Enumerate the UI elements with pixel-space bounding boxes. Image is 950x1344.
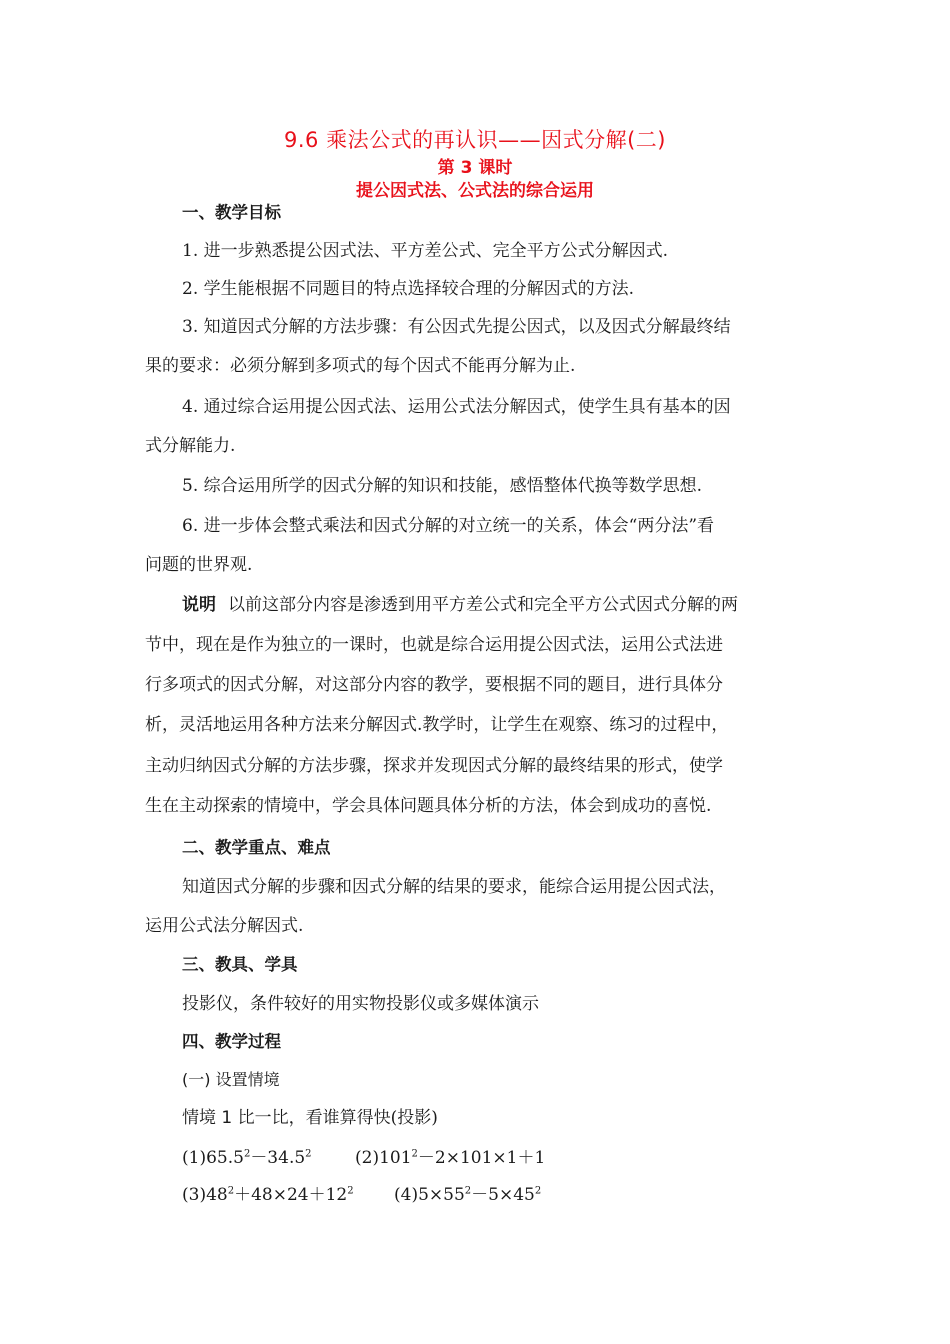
problem-2-base: (2)101 [355,1148,412,1168]
objective-line: 6. 进一步体会整式乘法和因式分解的对立统一的关系，体会“两分法”看 [182,516,715,536]
objective-line: 5. 综合运用所学的因式分解的知识和技能，感悟整体代换等数学思想. [182,476,703,496]
note-line: 析，灵活地运用各种方法来分解因式.教学时，让学生在观察、练习的过程中， [145,715,729,735]
problem-1-rest: －34.5 [250,1148,306,1168]
section-heading-teaching-process: 四、教学过程 [182,1032,281,1051]
exponent: 2 [227,1185,235,1197]
problem-4-base: (4)5×55 [394,1185,465,1205]
note-line: 生在主动探索的情境中，学会具体问题具体分析的方法，体会到成功的喜悦. [145,796,712,816]
problem-2-rest: －2×101×1＋1 [417,1148,546,1168]
situation-line [182,1106,438,1130]
document-title: 9.6 乘法公式的再认识——因式分解(二) [284,128,666,152]
problem-4 [394,1183,541,1207]
problem-4-rest: －5×45 [471,1185,535,1205]
document-subtitle: 提公因式法、公式法的综合运用 [356,181,594,201]
objective-line: 3. 知道因式分解的方法步骤：有公因式先提公因式，以及因式分解最终结 [182,317,731,337]
problem-1 [182,1146,312,1170]
section-heading-teaching-aids: 三、教具、学具 [182,955,298,974]
objective-line: 4. 通过综合运用提公因式法、运用公式法分解因式，使学生具有基本的因 [182,397,731,417]
exponent: 2 [347,1185,354,1197]
section-heading-objectives: 一、教学目标 [182,203,281,222]
exponent: 2 [411,1148,418,1160]
exponent: 2 [305,1148,312,1160]
objective-line: 果的要求：必须分解到多项式的每个因式不能再分解为止. [145,356,576,376]
situation-text: 比一比，看谁算得快(投影) [232,1108,438,1128]
situation-label: 情境 1 [182,1108,233,1128]
exponent: 2 [243,1148,251,1160]
problem-3-rest: ＋48×24＋12 [234,1185,348,1205]
note-line: 节中，现在是作为独立的一课时，也就是综合运用提公因式法，运用公式法进 [145,635,723,655]
exponent: 2 [464,1185,472,1197]
objective-line: 式分解能力. [145,436,236,456]
note-line: 行多项式的因式分解，对这部分内容的教学，要根据不同的题目，进行具体分 [145,675,723,695]
note-paragraph-first [182,593,738,617]
problem-1-base: (1)65.5 [182,1148,244,1168]
problem-2 [355,1146,545,1170]
section-heading-key-points: 二、教学重点、难点 [182,838,331,857]
problem-3 [182,1183,354,1207]
problem-3-base: (3)48 [182,1185,228,1205]
objective-line: 问题的世界观. [145,555,253,575]
objective-line: 2. 学生能根据不同题目的特点选择较合理的分解因式的方法. [182,279,635,299]
key-points-line: 运用公式法分解因式. [145,916,304,936]
note-line: 主动归纳因式分解的方法步骤，探求并发现因式分解的最终结果的形式，使学 [145,756,723,776]
exponent: 2 [534,1185,542,1197]
key-points-line: 知道因式分解的步骤和因式分解的结果的要求，能综合运用提公因式法， [182,877,726,897]
note-line: 以前这部分内容是渗透到用平方差公式和完全平方公式因式分解的两 [228,595,738,615]
subsection-heading: (一) 设置情境 [182,1070,280,1089]
teaching-aids-line: 投影仪，条件较好的用实物投影仪或多媒体演示 [182,994,539,1014]
objective-line: 1. 进一步熟悉提公因式法、平方差公式、完全平方公式分解因式. [182,241,669,261]
lesson-number: 第 3 课时 [437,158,513,178]
note-label: 说明 [182,595,216,615]
